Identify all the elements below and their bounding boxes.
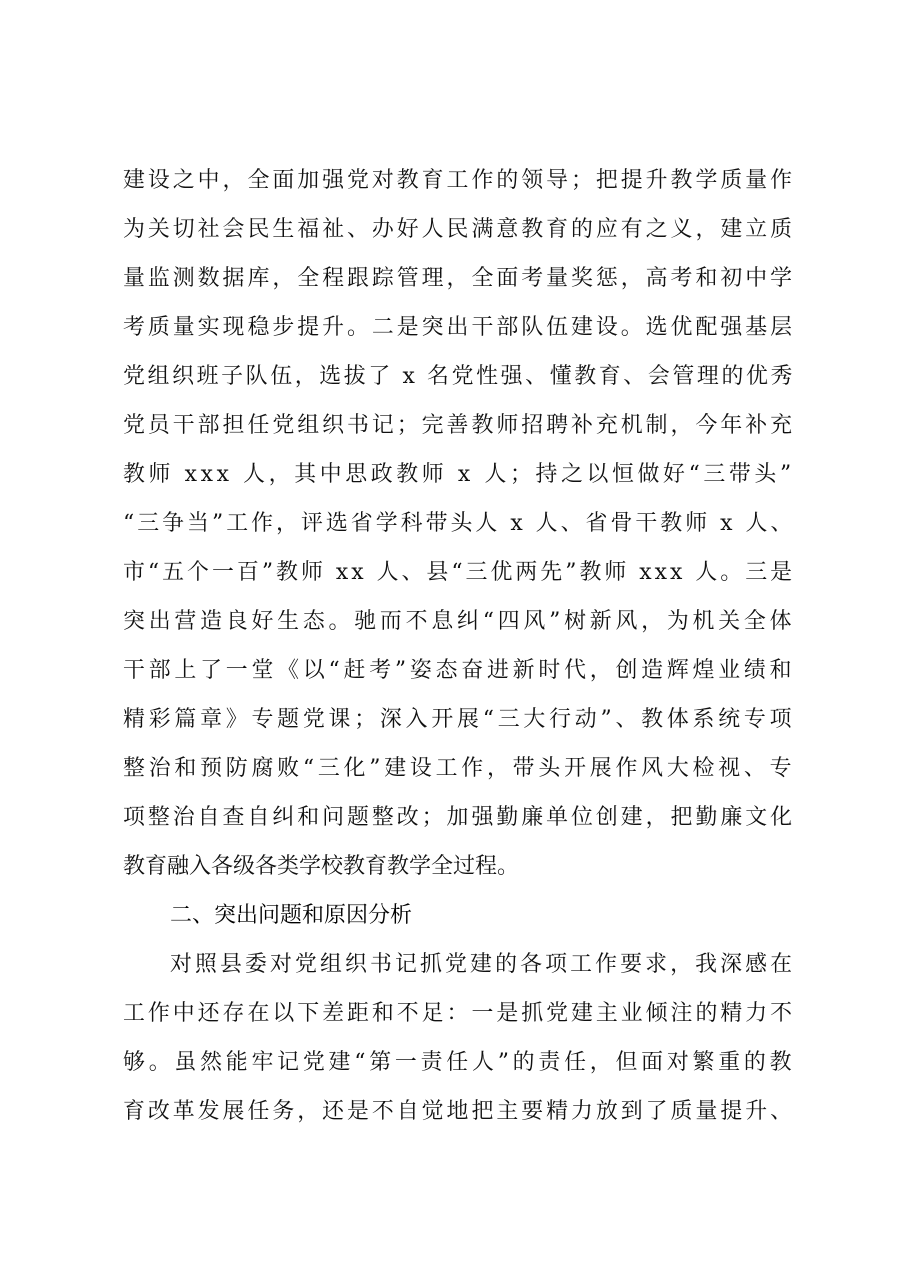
paragraph-line: 够。虽然能牢记党建“第一责任人”的责任，但面对繁重的教 — [123, 1050, 796, 1075]
paragraph-line: 党组织班子队伍，选拔了 x 名党性强、懂教育、会管理的优秀 — [123, 364, 796, 389]
paragraph-line: 为关切社会民生福祉、办好人民满意教育的应有之义，建立质 — [123, 217, 796, 242]
paragraph-line: 教师 xxx 人，其中思政教师 x 人；持之以恒做好“三带头” — [123, 462, 795, 487]
paragraph-line: 整治和预防腐败“三化”建设工作，带头开展作风大检视、专 — [123, 756, 796, 781]
paragraph-line: 干部上了一堂《以“赶考”姿态奋进新时代，创造辉煌业绩和 — [123, 658, 796, 683]
paragraph-line: 考质量实现稳步提升。二是突出干部队伍建设。选优配强基层 — [123, 315, 796, 340]
paragraph-line: 项整治自查自纠和问题整改；加强勤廉单位创建，把勤廉文化 — [123, 805, 796, 830]
paragraph-line: 育改革发展任务，还是不自觉地把主要精力放到了质量提升、 — [123, 1099, 796, 1124]
paragraph-line: 市“五个一百”教师 xx 人、县“三优两先”教师 xxx 人。三是 — [123, 560, 796, 585]
paragraph-line: 党员干部担任党组织书记；完善教师招聘补充机制，今年补充 — [123, 413, 796, 438]
paragraph-line: 教育融入各级各类学校教育教学全过程。 — [123, 854, 520, 879]
paragraph-line: “三争当”工作，评选省学科带头人 x 人、省骨干教师 x 人、 — [123, 511, 796, 536]
paragraph-line: 建设之中，全面加强党对教育工作的领导；把提升教学质量作 — [123, 168, 796, 193]
section-heading: 二、突出问题和原因分析 — [170, 903, 413, 928]
paragraph-line: 精彩篇章》专题党课；深入开展“三大行动”、教体系统专项 — [123, 707, 796, 732]
paragraph-line: 工作中还存在以下差距和不足：一是抓党建主业倾注的精力不 — [123, 1001, 796, 1026]
paragraph-line: 突出营造良好生态。驰而不息纠“四风”树新风，为机关全体 — [123, 609, 796, 634]
paragraph-line: 量监测数据库，全程跟踪管理，全面考量奖惩，高考和初中学 — [123, 266, 796, 291]
paragraph-line: 对照县委对党组织书记抓党建的各项工作要求，我深感在 — [170, 952, 796, 977]
